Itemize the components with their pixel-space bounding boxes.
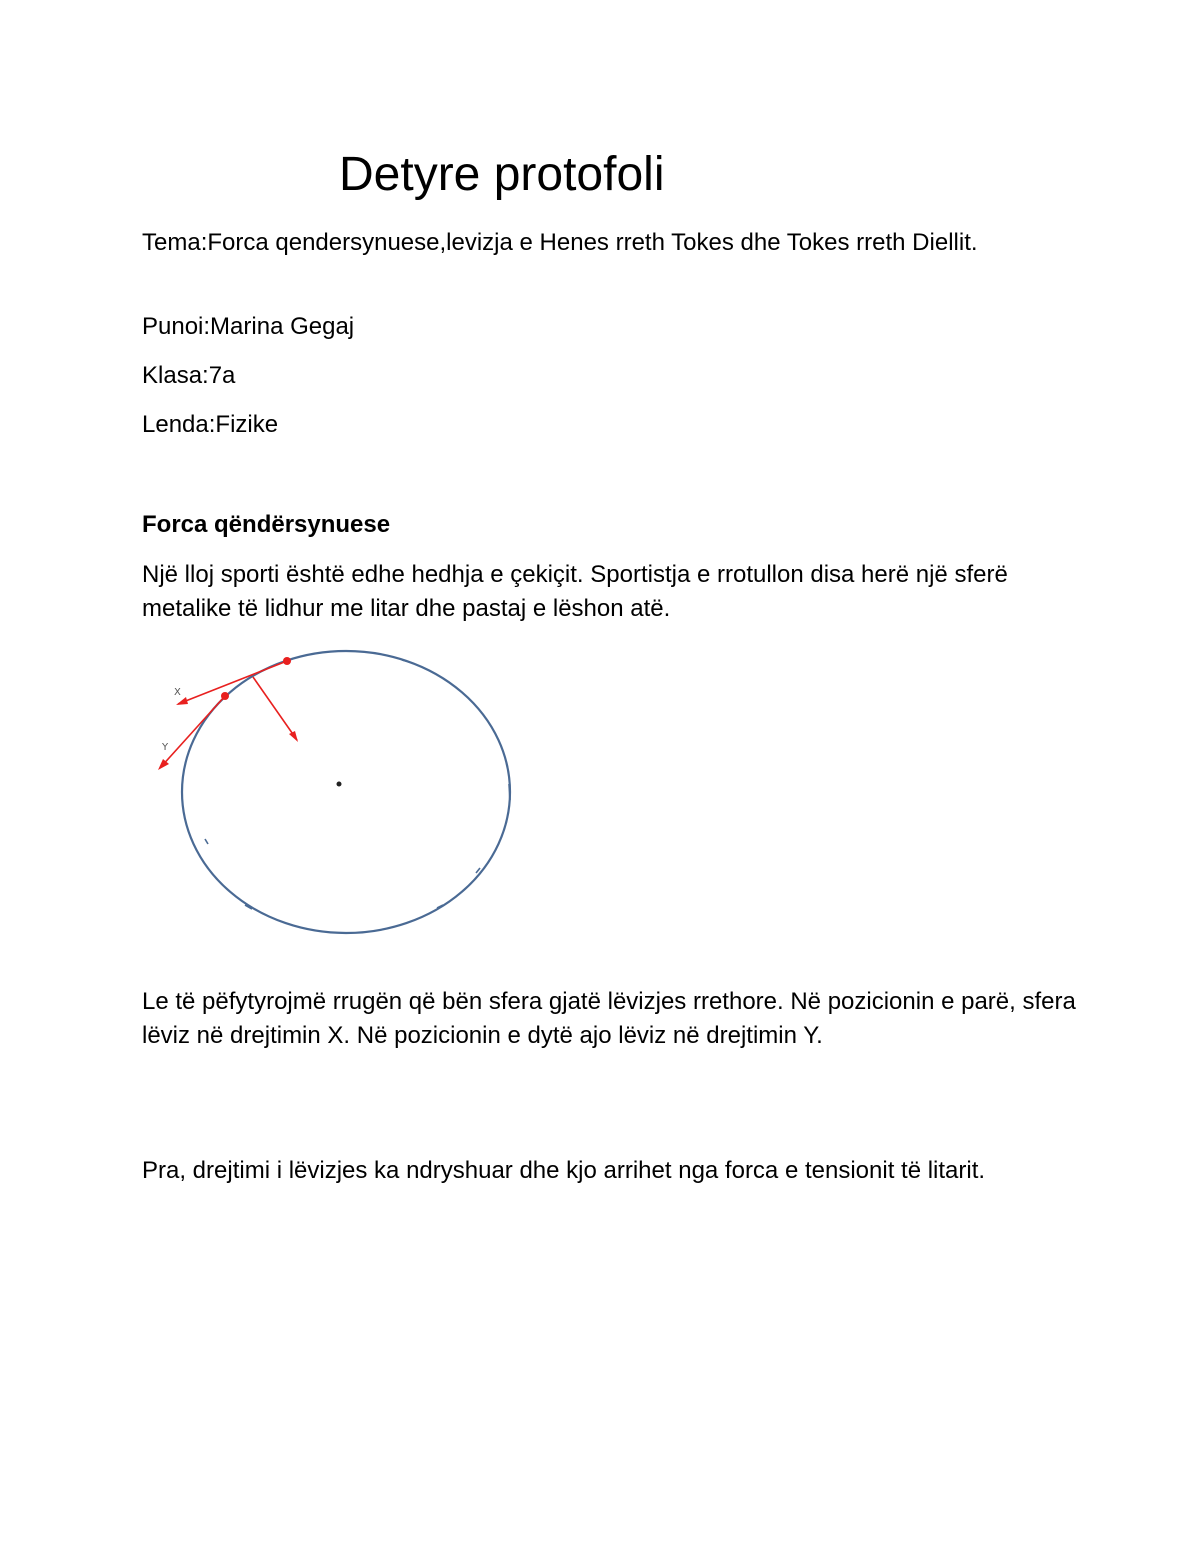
- label-y: Y: [162, 742, 169, 753]
- ball-position-1: [283, 657, 291, 665]
- conclusion-paragraph: Pra, drejtimi i lëvizjes ka ndryshuar dhe kjo arrihet nga forca e tensionit të litarit.: [142, 1157, 986, 1184]
- author-line: Punoi:Marina Gegaj: [142, 313, 355, 340]
- subject-line: Lenda:Fizike: [142, 411, 279, 438]
- arrowhead-x: [176, 697, 188, 705]
- ball-position-2: [221, 692, 229, 700]
- tangent-x-line: [178, 661, 287, 704]
- topic-line: Tema:Forca qendersynuese,levizja e Henes rreth Tokes dhe Tokes rreth Diellit.: [142, 229, 978, 256]
- label-x: X: [174, 687, 181, 698]
- circular-path: [182, 651, 510, 933]
- page-title: Detyre protofoli: [339, 148, 665, 201]
- center-point: [337, 782, 342, 787]
- tangent-y-line: [160, 696, 225, 768]
- path-ticks: [205, 660, 510, 909]
- intro-paragraph: Një lloj sporti është edhe hedhja e çekiçit. Sportistja e rrotullon disa herë një sferë metalike të lidhur me litar dhe pastaj e lëshon atë.: [142, 561, 1008, 622]
- section-heading: Forca qëndërsynuese: [142, 511, 391, 538]
- explanation-paragraph: Le të pëfytyrojmë rrugën që bën sfera gjatë lëvizjes rrethore. Në pozicionin e parë, sfera lëviz në drejtimin X. Në pozicionin e dytë ajo lëviz në drejtimin Y.: [142, 988, 1076, 1049]
- arrowhead-force: [289, 731, 298, 742]
- class-line: Klasa:7a: [142, 362, 236, 389]
- circular-motion-diagram: [150, 640, 530, 950]
- centripetal-force-line: [253, 677, 297, 740]
